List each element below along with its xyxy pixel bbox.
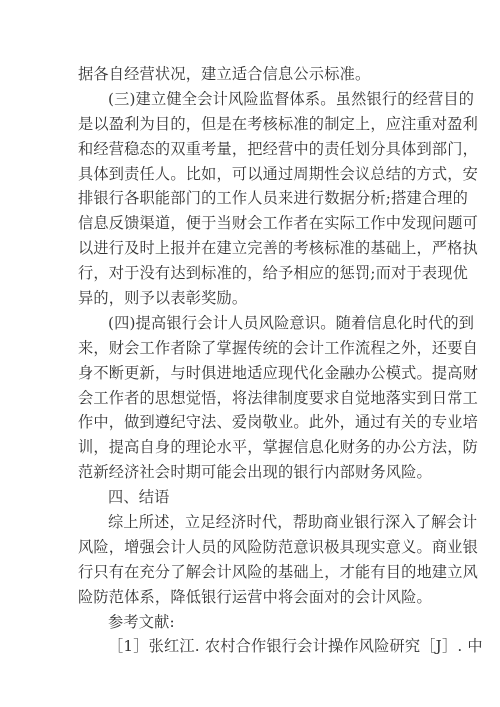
text-line: 会工作者的思想觉悟，将法律制度要求自觉地落实到日常工: [78, 388, 479, 407]
text-line: 身不断更新，与时俱进地适应现代化金融办公模式。提高财: [78, 363, 479, 382]
paragraph-supervision-system: [78, 87, 479, 311]
text-line: 和经营稳态的双重考量，把经营中的责任划分具体到部门，: [78, 139, 479, 158]
text-line: 训，提高自身的理论水平，掌握信息化财务的办公方法，防: [78, 438, 479, 457]
document-page: [78, 62, 483, 659]
section-heading-conclusion: 四、结语: [108, 488, 170, 507]
text-line: 以进行及时上报并在建立完善的考核标准的基础上，严格执: [78, 239, 479, 258]
text-line: 具体到责任人。比如，可以通过周期性会议总结的方式，安: [78, 164, 479, 183]
text-line: 行只有在充分了解会计风险的基础上，才能有目的地建立风: [78, 562, 479, 581]
text-line: 风险，增强会计人员的风险防范意识极具现实意义。商业银: [78, 537, 479, 556]
text-line: 异的，则予以表彰奖励。: [78, 289, 248, 308]
text-line: 险防范体系，降低银行运营中将会面对的会计风险。: [78, 587, 432, 606]
text-line: 是以盈利为目的，但是在考核标准的制定上，应注重对盈利: [78, 114, 479, 133]
paragraph-continuation: [78, 62, 426, 87]
paragraph-conclusion: [78, 510, 479, 610]
text-line: (三)建立健全会计风险监督体系。虽然银行的经营目的: [108, 89, 475, 108]
text-line: 综上所述，立足经济时代，帮助商业银行深入了解会计: [108, 513, 478, 532]
text-line: 来，财会工作者除了掌握传统的会计工作流程之外，还要自: [78, 338, 479, 357]
text-line: 行，对于没有达到标准的，给予相应的惩罚;而对于表现优: [78, 264, 469, 283]
text-line: 范新经济社会时期可能会出现的银行内部财务风险。: [78, 463, 432, 482]
paragraph-risk-awareness: [78, 311, 479, 485]
reference-item: ［1］张红江. 农村合作银行会计操作风险研究［J］. 中: [108, 637, 483, 656]
text-line: 据各自经营状况，建立适合信息公示标准。: [78, 65, 371, 83]
text-line: 信息反馈渠道，便于当财会工作者在实际工作中发现问题可: [78, 214, 479, 233]
text-line: 排银行各职能部门的工作人员来进行数据分析;搭建合理的: [78, 189, 469, 208]
references-title: 参考文献:: [108, 612, 175, 631]
text-line: (四)提高银行会计人员风险意识。随着信息化时代的到: [108, 313, 475, 332]
text-line: 作中，做到遵纪守法、爱岗敬业。此外，通过有关的专业培: [78, 413, 479, 432]
